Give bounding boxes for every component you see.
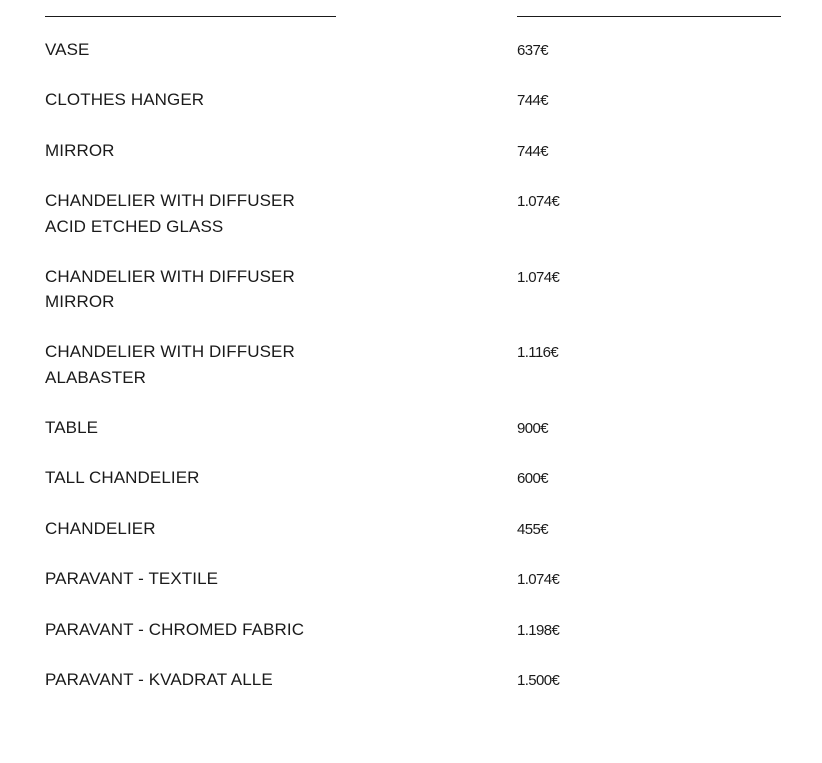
item-name — [45, 617, 345, 643]
item-name-line: PARAVANT - CHROMED FABRIC — [45, 619, 305, 639]
item-name-line: MIRROR — [45, 140, 115, 160]
item-name-line: ACID ETCHED GLASS — [45, 216, 224, 236]
price-list — [45, 37, 805, 717]
item-price: 637€ — [517, 42, 548, 59]
item-name-line: PARAVANT - TEXTILE — [45, 569, 219, 589]
price-list-item — [45, 465, 805, 515]
item-price: 744€ — [517, 92, 548, 110]
item-name-line: CHANDELIER WITH DIFFUSER — [45, 342, 295, 362]
price-list-item — [45, 188, 805, 264]
item-name-line: CHANDELIER WITH DIFFUSER — [45, 266, 295, 286]
item-name — [45, 87, 345, 113]
item-name-line: TABLE — [45, 417, 99, 437]
item-name-line: CHANDELIER — [45, 518, 156, 538]
item-name-line: MIRROR — [45, 292, 115, 312]
item-name-line: ALABASTER — [45, 367, 147, 387]
price-list-item — [45, 37, 805, 87]
column-divider-right — [517, 16, 781, 17]
item-name-line: CLOTHES HANGER — [45, 90, 205, 110]
item-price: 744€ — [517, 142, 548, 160]
price-list-item — [45, 516, 805, 566]
item-price: 1.074€ — [517, 571, 560, 589]
item-name-line: PARAVANT - KVADRAT ALLE — [45, 669, 273, 689]
price-list-item — [45, 339, 805, 415]
item-price: 1.074€ — [517, 268, 560, 286]
item-name — [45, 566, 345, 592]
price-list-item — [45, 617, 805, 667]
item-name — [45, 37, 345, 63]
item-name-line: TALL CHANDELIER — [45, 468, 200, 488]
price-list-item — [45, 264, 805, 340]
item-name-line: VASE — [45, 40, 90, 59]
price-list-item — [45, 87, 805, 137]
item-name — [45, 339, 345, 390]
item-price: 600€ — [517, 470, 548, 488]
item-name — [45, 667, 345, 693]
item-name — [45, 188, 345, 239]
price-list-item — [45, 138, 805, 188]
item-price: 1.116€ — [517, 344, 559, 362]
price-list-item — [45, 667, 805, 717]
item-name — [45, 516, 345, 542]
item-name — [45, 138, 345, 164]
price-list-item — [45, 566, 805, 616]
item-name — [45, 415, 345, 441]
item-price: 1.198€ — [517, 621, 560, 639]
price-list-item — [45, 415, 805, 465]
item-price: 455€ — [517, 520, 548, 538]
column-divider-left — [45, 16, 336, 17]
item-price: 1.074€ — [517, 193, 560, 211]
item-name — [45, 264, 345, 315]
item-name-line: CHANDELIER WITH DIFFUSER — [45, 191, 295, 211]
item-name — [45, 465, 345, 491]
item-price: 1.500€ — [517, 671, 560, 689]
item-price: 900€ — [517, 419, 548, 437]
